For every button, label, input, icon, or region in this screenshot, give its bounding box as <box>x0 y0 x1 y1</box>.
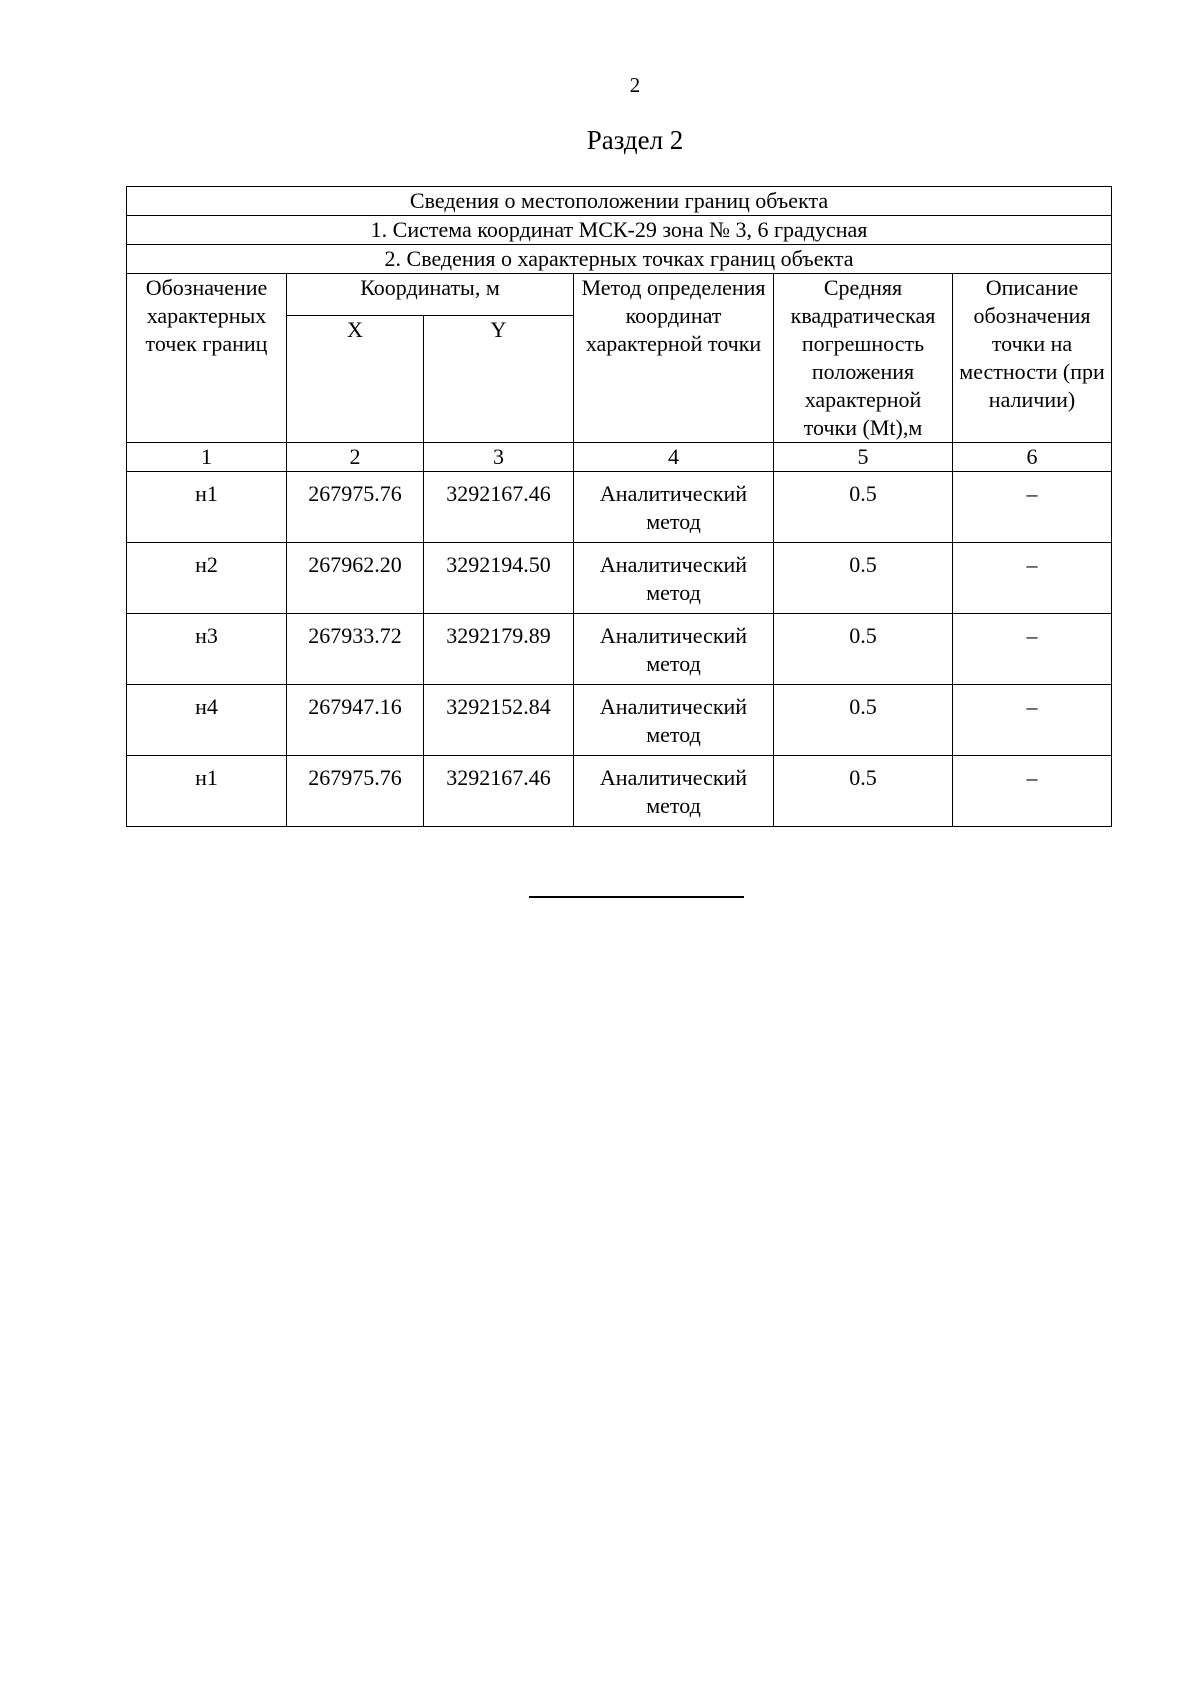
method: Аналитический метод <box>574 756 774 827</box>
point-description <box>953 543 1112 614</box>
error-value: 0.5 <box>774 614 953 685</box>
header-description: Описание обозначения точки на местности (при наличии) <box>953 274 1112 443</box>
column-number: 4 <box>574 443 774 472</box>
description-dash: – <box>1026 552 1038 577</box>
section-title: Раздел 2 <box>586 125 684 155</box>
point-designation: н1 <box>127 756 287 827</box>
column-number: 6 <box>953 443 1112 472</box>
coordinate-y: 3292194.50 <box>424 543 574 614</box>
coordinate-y: 3292167.46 <box>424 472 574 543</box>
error-value: 0.5 <box>774 472 953 543</box>
table-row <box>127 543 1112 614</box>
point-description <box>953 756 1112 827</box>
table-title: Сведения о местоположении границ объекта <box>127 187 1112 216</box>
end-of-section-line <box>529 896 744 898</box>
boundary-points-table <box>126 186 1112 827</box>
point-description <box>953 685 1112 756</box>
coordinate-x: 267962.20 <box>287 543 424 614</box>
column-number: 2 <box>287 443 424 472</box>
points-info-heading: 2. Сведения о характерных точках границ объекта <box>127 245 1112 274</box>
header-coordinates: Координаты, м <box>287 274 574 316</box>
coordinate-system: 1. Система координат МСК-29 зона № 3, 6 градусная <box>127 216 1112 245</box>
header-x: X <box>287 316 424 443</box>
column-number-row <box>127 443 1112 472</box>
column-number: 3 <box>424 443 574 472</box>
description-dash: – <box>1026 694 1038 719</box>
method: Аналитический метод <box>574 472 774 543</box>
column-number: 1 <box>127 443 287 472</box>
table-row <box>127 472 1112 543</box>
method: Аналитический метод <box>574 543 774 614</box>
coordinate-y: 3292152.84 <box>424 685 574 756</box>
error-value: 0.5 <box>774 756 953 827</box>
table-row <box>127 614 1112 685</box>
point-designation: н3 <box>127 614 287 685</box>
point-description <box>953 614 1112 685</box>
header-method: Метод определения координат характерной точки <box>574 274 774 443</box>
table-row <box>127 756 1112 827</box>
coordinate-x: 267975.76 <box>287 756 424 827</box>
point-designation: н4 <box>127 685 287 756</box>
description-dash: – <box>1026 481 1038 506</box>
header-designation: Обозначение характерных точек границ <box>127 274 287 443</box>
coordinate-x: 267933.72 <box>287 614 424 685</box>
method: Аналитический метод <box>574 685 774 756</box>
error-value: 0.5 <box>774 543 953 614</box>
coordinate-x: 267975.76 <box>287 472 424 543</box>
point-designation: н1 <box>127 472 287 543</box>
header-y: Y <box>424 316 574 443</box>
point-description <box>953 472 1112 543</box>
column-number: 5 <box>774 443 953 472</box>
description-dash: – <box>1026 623 1038 648</box>
header-error: Средняя квадратическая погрешность положения характерной точки (Mt),м <box>774 274 953 443</box>
method: Аналитический метод <box>574 614 774 685</box>
coordinate-y: 3292167.46 <box>424 756 574 827</box>
description-dash: – <box>1026 765 1038 790</box>
coordinate-x: 267947.16 <box>287 685 424 756</box>
page-number: 2 <box>629 73 641 97</box>
error-value: 0.5 <box>774 685 953 756</box>
point-designation: н2 <box>127 543 287 614</box>
coordinate-y: 3292179.89 <box>424 614 574 685</box>
table-row <box>127 685 1112 756</box>
